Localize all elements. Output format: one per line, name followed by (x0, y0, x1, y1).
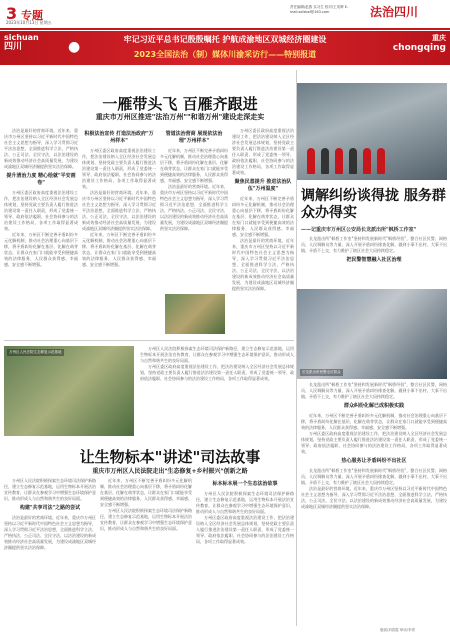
body-paragraph: 近年来，万州区不断完善矛盾纠纷多元化解机制，推动社会治理重心向基层下移，将矛盾纠纷化解在基层、化解在萌芽状态，让群众在家门口就能享受到便捷高效的法律服务，人民群众获得感、幸福感、安全感不断增强。 (100, 478, 192, 507)
body-paragraph: 近年来，万州区不断完善矛盾纠纷多元化解机制，推动社会治理重心向基层下移，将矛盾纠纷化解在基层、化解在萌芽状态，让群众在家门口就能享受到便捷高效的法律服务，人民群众获得感、幸福感、安全感不断增强。 (4, 232, 78, 267)
article3-column-1 (4, 478, 96, 626)
body-paragraph: 万州区委区政府高度重视法治建设工作，把法治建设纳入全区经济社会发展总体规划，坚持党政主要负责人履行推进法治建设第一责任人职责，形成了党委统一领导、政府依法履职、社会协同参与的法治建设工作格局，各项工作取得显著成效。 (82, 148, 156, 189)
section-heading: 群众纠纷化解已成积极实践 (343, 403, 404, 409)
body-paragraph: 长龙派出所"枫桥工作室"坚持和发展新时代"枫桥经验"，整合社区民警、网格员、人民调解员等力量，深入开展矛盾纠纷排查化解，做到小事不出村、大事不出镇、矛盾不上交，有力维护了辖区社会大局持续稳定。 (301, 236, 447, 253)
banner-right-name: 重庆 (432, 34, 446, 42)
person-figure (377, 148, 385, 174)
section-heading: 构建"共享司法"之路的尝试 (19, 505, 81, 511)
article3-subhead: 重庆市万州区人民法院走出"生态修复+乡村振兴"创新之路 (92, 468, 248, 475)
body-paragraph: 法治是最好的营商环境。近年来，重庆市万州区坚持以习近平新时代中国特色社会主义思想为指导，深入学习贯彻习近平法治思想，全面推进科学立法、严格执法、公正司法、全民守法，以法治建设的新成效推动经济社会高质量发展，为建设成渝地区双城经济圈提供坚实法治保障。 (4, 128, 78, 169)
police-officers-figure (307, 148, 385, 174)
body-paragraph: 近年来，万州区不断完善矛盾纠纷多元化解机制，推动社会治理重心向基层下移，将矛盾纠纷化解在基层、化解在萌芽状态，让群众在家门口就能享受到便捷高效的法律服务，人民群众获得感、幸福感、安全感不断增强。 (160, 148, 228, 183)
page-header (0, 0, 450, 30)
body-paragraph: 万州区人民法院积极探索生态环境司法保护新路径，建立生态修复示范基地，运用生物标本开展法治宣传教育，让群众在参观学习中增强生态环境保护意识，推动形成人与自然和谐共生的良好局面。 (140, 346, 294, 363)
date-line: 2023年10月13日 星期五 (6, 20, 52, 25)
body-paragraph: 万州区人民法院积极探索生态环境司法保护新路径，建立生态修复示范基地，运用生物标本开展法治宣传教育，让群众在参观学习中增强生态环境保护意识，推动形成人与自然和谐共生的良好局面。 (100, 508, 192, 531)
section-heading: 提升清治力度 精心绘就"平安画卷" (6, 173, 76, 186)
special-report-banner (0, 31, 450, 65)
body-paragraph: 近年来，万州区不断完善矛盾纠纷多元化解机制，推动社会治理重心向基层下移，将矛盾纠纷化解在基层、化解在萌芽状态，让群众在家门口就能享受到便捷高效的法律服务，人民群众获得感、幸福感、安全感不断增强。 (232, 196, 294, 237)
article3-top-text (140, 346, 294, 442)
article2-headline: 调解纠纷谈得拢 服务群众办得实 (301, 188, 446, 221)
person-figure (321, 148, 329, 174)
body-paragraph: 近年来，万州区不断完善矛盾纠纷多元化解机制，推动社会治理重心向基层下移，将矛盾纠纷化解在基层、化解在萌芽状态，让群众在家门口就能享受到便捷高效的法律服务，人民群众获得感、幸福感、安全感不断增强。 (301, 413, 447, 430)
section-heading: 管道法治营商 展现依法治理"万州样本" (165, 131, 223, 144)
article1-headline: 一雁带头飞 百雁齐跟进 (102, 95, 258, 113)
banner-left-pinyin: sichuan (4, 33, 39, 42)
body-paragraph: 万州区委区政府高度重视法治建设工作，把法治建设纳入全区经济社会发展总体规划，坚持党政主要负责人履行推进法治建设第一责任人职责，形成了党委统一领导、政府依法履职、社会协同参与的法治建设工作格局，各项工作取得显著成效。 (301, 431, 447, 454)
article1-column-4 (232, 128, 294, 338)
article2-photo-2 (297, 289, 447, 379)
body-paragraph: 万州区委区政府高度重视法治建设工作，把法治建设纳入全区经济社会发展总体规划，坚持党政主要负责人履行推进法治建设第一责任人职责，形成了党委统一领导、政府依法履职、社会协同参与的法治建设工作格局，各项工作取得显著成效。 (232, 128, 294, 175)
body-paragraph: 长龙派出所"枫桥工作室"坚持和发展新时代"枫桥经验"，整合社区民警、网格员、人民调解员等力量，深入开展矛盾纠纷排查化解，做到小事不出村、大事不出镇、矛盾不上交，有力维护了辖区社会大局持续稳定。 (301, 382, 447, 399)
article2-subhead: ——记重庆市万州区公安局长龙派出所"枫桥工作室" (301, 227, 417, 233)
banner-sichuan (4, 33, 64, 63)
person-figure (349, 148, 357, 174)
section-heading: 积极法治宣传 打造法治政府"万州样本" (84, 131, 154, 144)
section-heading: 热心服务让矛盾纠纷不出社区 (341, 458, 407, 464)
person-figure (363, 148, 371, 174)
article1-subhead: 重庆市万州区推进"法治万州""和谐万州"建设走深走实 (95, 113, 265, 121)
article3-headline: 让生物标本"讲述"司法故事 (79, 448, 261, 466)
editor-credits: 责任编辑/赵燕 实习生 校对/王英辉 E-mail:ssfzbsf@163.com (290, 5, 349, 14)
page-footer: 版面/刘春霞 审读/李青 (380, 628, 415, 632)
article1-column-2 (82, 128, 156, 338)
person-figure (307, 148, 315, 174)
body-paragraph: 法治是最好的营商环境。近年来，重庆市万州区坚持以习近平新时代中国特色社会主义思想为指导，深入学习贯彻习近平法治思想，全面推进科学立法、严格执法、公正司法、全民守法，以法治建设的新成效推动经济社会高质量发展，为建设成渝地区双城经济圈提供坚实法治保障。 (301, 486, 447, 509)
section-heading: 标本标本展一个生态法治故事 (212, 481, 278, 487)
body-paragraph: 法治是最好的营商环境。近年来，重庆市万州区坚持以习近平新时代中国特色社会主义思想为指导，深入学习贯彻习近平法治思想，全面推进科学立法、严格执法、公正司法、全民守法，以法治建设的新成效推动经济社会高质量发展，为建设成渝地区双城经济圈提供坚实法治保障。 (4, 515, 96, 550)
body-paragraph: 万州区委区政府高度重视法治建设工作，把法治建设纳入全区经济社会发展总体规划，坚持党政主要负责人履行推进法治建设第一责任人职责，形成了党委统一领导、政府依法履职、社会协同参与的法治建设工作格局，各项工作取得显著成效。 (196, 515, 294, 544)
body-paragraph: 近年来，万州区不断完善矛盾纠纷多元化解机制，推动社会治理重心向基层下移，将矛盾纠纷化解在基层、化解在萌芽状态，让群众在家门口就能享受到便捷高效的法律服务，人民群众获得感、幸福感、安全感不断增强。 (82, 232, 156, 267)
article3-column-2 (100, 478, 192, 626)
body-paragraph: 万州区人民法院积极探索生态环境司法保护新路径，建立生态修复示范基地，运用生物标本开展法治宣传教育，让群众在参观学习中增强生态环境保护意识，推动形成人与自然和谐共生的良好局面。 (4, 478, 96, 501)
photo-caption: 长龙派出所民警走访群众 (302, 370, 341, 374)
body-paragraph: 法治是最好的营商环境。近年来，重庆市万州区坚持以习近平新时代中国特色社会主义思想为指导，深入学习贯彻习近平法治思想，全面推进科学立法、严格执法、公正司法、全民守法，以法治建设的新成效推动经济社会高质量发展，为建设成渝地区双城经济圈提供坚实法治保障。 (160, 184, 228, 231)
photo-caption: 万州区人民法院生态修复示范基地 (9, 350, 62, 354)
newspaper-masthead: 法治四川 (370, 5, 419, 19)
body-paragraph: 万州区委区政府高度重视法治建设工作，把法治建设纳入全区经济社会发展总体规划，坚持党政主要负责人履行推进法治建设第一责任人职责，形成了党委统一领导、政府依法履职、社会协同参与的法治建设工作格局，各项工作取得显著成效。 (4, 190, 78, 231)
article3-photo (4, 346, 134, 436)
banner-subtitle: 2023全国法治（制）媒体川渝采访行——特别报道 (133, 50, 317, 59)
body-paragraph: 法治是最好的营商环境。近年来，重庆市万州区坚持以习近平新时代中国特色社会主义思想为指导，深入学习贯彻习近平法治思想，全面推进科学立法、严格执法、公正司法、全民守法，以法治建设的新成效推动经济社会高质量发展，为建设成渝地区双城经济圈提供坚实法治保障。 (82, 190, 156, 231)
banner-right-pinyin: chongqing (392, 43, 446, 53)
article2-photo (297, 83, 447, 180)
banner-chongqing (366, 33, 446, 63)
article2-intro (301, 236, 447, 288)
article1-column-1 (4, 128, 78, 338)
section-heading: 把民警智慧融入社区治理 (346, 257, 402, 263)
body-paragraph: 万州区委区政府高度重视法治建设工作，把法治建设纳入全区经济社会发展总体规划，坚持党政主要负责人履行推进法治建设第一责任人职责，形成了党委统一领导、政府依法履职、社会协同参与的法治建设工作格局，各项工作取得显著成效。 (140, 364, 294, 381)
banner-slogan: 牢记习近平总书记殷殷嘱托 护航成渝地区双城经济圈建设 (123, 35, 327, 44)
section-heading: 聚焦民意提升 推进法治队伍"万州温度" (234, 179, 292, 192)
edition-number: 3 (6, 4, 18, 23)
banner-left-name: 四川 (4, 42, 23, 52)
body-paragraph: 法治是最好的营商环境。近年来，重庆市万州区坚持以习近平新时代中国特色社会主义思想为指导，深入学习贯彻习近平法治思想，全面推进科学立法、严格执法、公正司法、全民守法，以法治建设的新成效推动经济社会高质量发展，为建设成渝地区双城经济圈提供坚实法治保障。 (232, 238, 294, 291)
article1-photo (165, 294, 225, 334)
panda-icon: ● (68, 39, 81, 55)
section-divider (4, 340, 294, 341)
article1-column-3 (160, 128, 228, 292)
article2-body (301, 382, 447, 624)
edition-section: 专题 (20, 9, 43, 22)
body-paragraph: 长龙派出所"枫桥工作室"坚持和发展新时代"枫桥经验"，整合社区民警、网格员、人民调解员等力量，深入开展矛盾纠纷排查化解，做到小事不出村、大事不出镇、矛盾不上交，有力维护了辖区社会大局持续稳定。 (301, 468, 447, 485)
body-paragraph: 万州区人民法院积极探索生态环境司法保护新路径，建立生态修复示范基地，运用生物标本开展法治宣传教育，让群众在参观学习中增强生态环境保护意识，推动形成人与自然和谐共生的良好局面。 (196, 491, 294, 514)
article3-column-3 (196, 478, 294, 626)
person-figure (335, 148, 343, 174)
